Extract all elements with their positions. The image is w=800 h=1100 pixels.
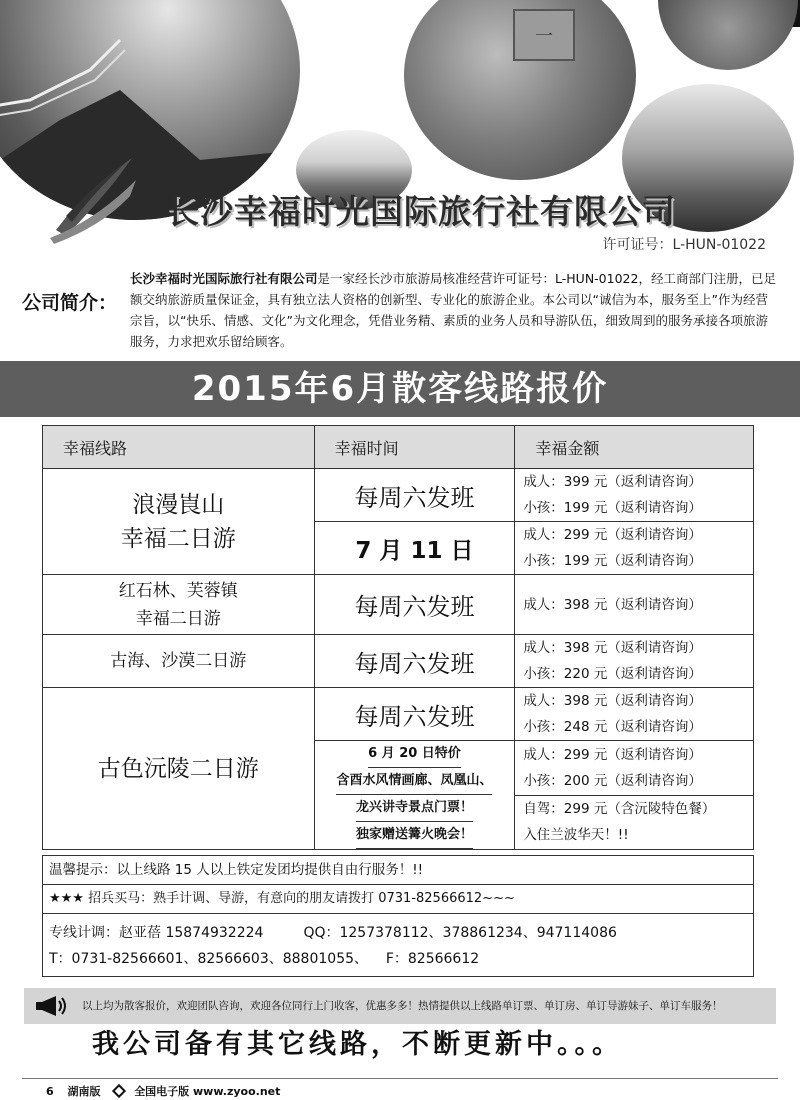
price-adult: 成人：398 元（返利请咨询） (523, 640, 702, 656)
contact-person: 专线计调：赵亚蓓 15874932224 (49, 925, 264, 941)
time-weekly: 每周六发班 (314, 688, 515, 741)
route-langshan-line2: 幸福二日游 (120, 525, 236, 552)
time-weekly: 每周六发班 (314, 575, 515, 635)
page-number: 6 (46, 1085, 54, 1098)
price-cell (515, 575, 754, 635)
route-langshan (43, 469, 315, 575)
table-row (43, 688, 754, 741)
time-weekly: 每周六发班 (314, 469, 515, 522)
page-title-banner: 2015年6月散客线路报价 (0, 361, 800, 417)
special-line-3 (315, 822, 515, 849)
route-hongshi-line1: 红石林、芙蓉镇 (118, 580, 238, 601)
special-line-1-text: 含酉水风情画廊、凤凰山、 (336, 768, 492, 795)
price-child: 小孩：200 元（返利请咨询） (523, 772, 702, 789)
header-route: 幸福线路 (43, 426, 315, 469)
table-row (43, 575, 754, 635)
table-row (43, 635, 754, 688)
license-number: 许可证号：L-HUN-01022 (602, 237, 766, 253)
price-cell (515, 469, 754, 522)
company-name: 长沙幸福时光国际旅行社有限公司 (166, 192, 676, 231)
contact-fax: F：82566612 (385, 951, 480, 967)
scenic-photo-cliff (658, 0, 798, 70)
price-child: 小孩：199 元（返利请咨询） (523, 553, 702, 569)
footer-divider (22, 1078, 778, 1079)
slogan: 我公司备有其它线路，不断更新中。。。 (92, 1029, 623, 1060)
price-child: 小孩：248 元（返利请咨询） (523, 719, 702, 735)
intro-body: 是一家经长沙市旅游局核准经营许可证号：L-HUN-01022，经工商部门注册，已足额交纳旅游质量保证金，具有独立法人资格的创新型、专业化的旅游企业。本公司以“诚信为本，服务至上”作为经营宗旨，以“快乐、情感、文化”为文化理念，凭借业务精、素质的业务人员和导游队伍，细致周到的服务承接各项旅游服务，力求把欢乐留给顾客。 (130, 271, 776, 349)
header-time: 幸福时间 (314, 426, 515, 469)
diamond-logo-icon (112, 1084, 126, 1098)
footer (46, 1083, 280, 1099)
price-child: 小孩：220 元（返利请咨询） (523, 666, 702, 682)
price-adult: 成人：299 元（返利请咨询） (523, 746, 702, 763)
time-weekly: 每周六发班 (314, 635, 515, 688)
price-adult: 成人：399 元（返利请咨询） (523, 474, 702, 490)
swoosh-logo-icon (46, 150, 142, 246)
price-child: 小孩：199 元（返利请咨询） (523, 500, 702, 516)
header-price: 幸福金额 (515, 426, 754, 469)
tip-row: 温馨提示：以上线路 15 人以上铁定发团均提供自由行服务！!! (43, 855, 753, 884)
edition-label: 湖南版 (67, 1085, 101, 1098)
price-cell (515, 635, 754, 688)
intro-company-name: 长沙幸福时光国际旅行社有限公司 (130, 271, 318, 286)
notes-box (42, 855, 754, 977)
price-cell (515, 741, 754, 796)
table-row (43, 469, 754, 522)
route-hongshi (43, 575, 315, 635)
notice-bar (24, 988, 776, 1024)
contact-qq: QQ：1257378112、378861234、947114086 (303, 925, 617, 941)
site-label: 全国电子版 www.zyoo.net (134, 1085, 281, 1098)
megaphone-icon (34, 994, 68, 1018)
price-adult: 成人：398 元（返利请咨询） (523, 596, 702, 613)
contact-line-2 (49, 946, 747, 972)
contact-phones: T：0731-82566601、82566603、88801055、 (49, 951, 369, 967)
hiring-stars: ★★★ (49, 891, 84, 906)
notice-text: 以上均为散客报价，欢迎团队咨询，欢迎各位同行上门收客，优惠多多！热情提供以上线路单订票、单订房、单订导游妹子、单订车服务！ (82, 1000, 723, 1012)
special-title-text: 6 月 20 日特价 (368, 741, 461, 768)
hiring-text: 招兵买马：熟手计调、导游，有意向的朋友请拨打 0731-82566612~~~ (88, 891, 515, 906)
table-header-row (43, 426, 754, 469)
time-july-11: 7 月 11 日 (314, 522, 515, 575)
price-adult: 成人：299 元（返利请咨询） (523, 527, 702, 543)
intro-text (130, 268, 780, 352)
special-line-3-text: 独家赠送篝火晚会！ (356, 822, 473, 849)
price-cell (515, 795, 754, 850)
special-title (315, 741, 515, 768)
price-hotel-note: 入住兰波华天！!! (523, 827, 629, 844)
scenic-photo-stone-tablet (404, 0, 636, 180)
route-hongshi-line2: 幸福二日游 (135, 608, 221, 629)
route-guse: 古色沅陵二日游 (43, 688, 315, 850)
price-table (42, 425, 754, 850)
special-line-1 (315, 768, 515, 795)
intro-label: 公司简介： (22, 292, 118, 314)
price-cell (515, 688, 754, 741)
price-cell (515, 522, 754, 575)
price-self-drive: 自驾：299 元（含沅陵特色餐） (523, 801, 716, 818)
special-line-2-text: 龙兴讲寺景点门票！ (356, 795, 473, 822)
contact-block (43, 913, 753, 976)
svg-text:一: 一 (535, 26, 553, 47)
special-line-2 (315, 795, 515, 822)
contact-line-1 (49, 920, 747, 946)
price-adult: 成人：398 元（返利请咨询） (523, 693, 702, 709)
route-langshan-line1: 浪漫崀山 (132, 491, 225, 518)
hiring-row (43, 884, 753, 913)
time-special-offer (314, 741, 515, 850)
route-guhai: 古海、沙漠二日游 (43, 635, 315, 688)
